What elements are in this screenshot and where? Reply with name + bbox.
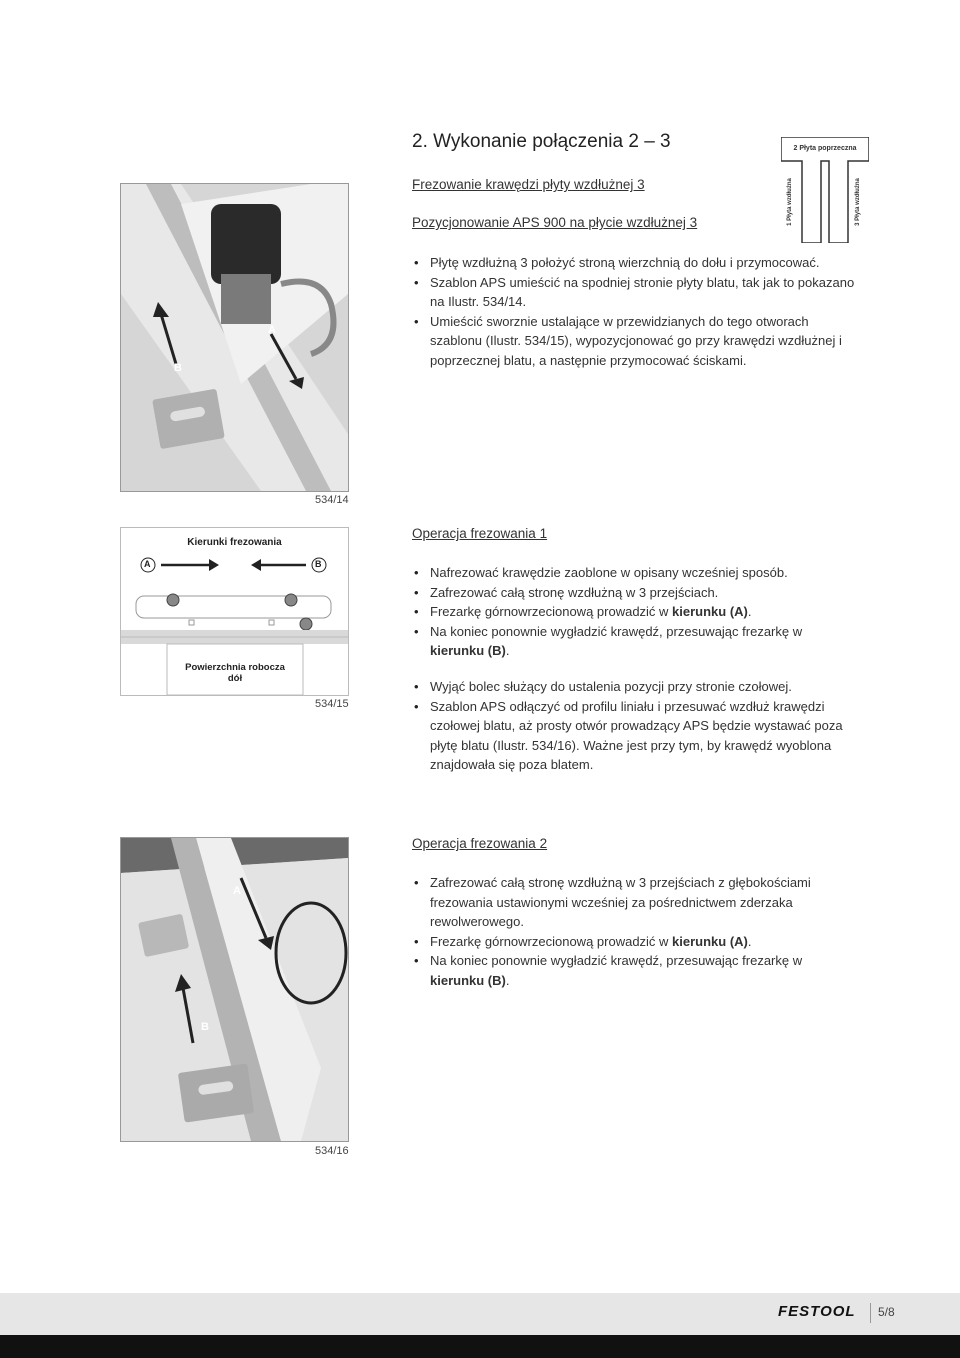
figure-caption: 534/14: [315, 494, 349, 506]
diagram-label-top: 2 Płyta poprzeczna: [793, 145, 857, 152]
list-item: • Zafrezować całą stronę wzdłużną w 3 przejściach z głębokościami frezowania ustawionymi wcześniej za pośrednictwem zderzaka rewolwerowego.: [412, 873, 832, 932]
figure-caption: 534/16: [315, 1145, 349, 1157]
footer-strip: [0, 1335, 960, 1358]
page-number: 5/8: [878, 1305, 895, 1319]
section-heading: Frezowanie krawędzi płyty wzdłużnej 3: [412, 177, 645, 192]
direction-label-b: B: [174, 362, 182, 374]
diagram-label-left: 1 Płyta wzdłużna: [787, 178, 793, 226]
list-item: • Frezarkę górnowrzecionową prowadzić w kierunku (A).: [412, 932, 832, 952]
milling-direction-diagram: [120, 527, 349, 696]
diagram-label-right: 3 Płyta wzdłużna: [855, 178, 861, 226]
list-item: • Nafrezować krawędzie zaoblone w opisany wcześniej sposób.: [412, 563, 862, 583]
direction-label-b: B: [201, 1021, 209, 1033]
list-item: • Na koniec ponownie wygładzić krawędź, przesuwając frezarkę w kierunku (B).: [412, 622, 830, 661]
list-item: • Zafrezować całą stronę wzdłużną w 3 przejściach.: [412, 583, 862, 603]
photo-router-on-template: [120, 183, 349, 492]
list-item: • Szablon APS odłączyć od profilu liniału i przesuwać wzdłuż krawędzi czołowej blatu, aż prosty otwór prowadzący APS będzie wystawać poza płytę blatu (Ilustr. 534/16). Ważne jest przy tym, by krawędź wyoblona znajdowała się poza blatem.: [412, 697, 862, 775]
direction-label-a: A: [233, 885, 241, 897]
page-title: 2. Wykonanie połączenia 2 – 3: [412, 131, 671, 152]
figure-caption: 534/15: [315, 698, 349, 710]
list-item: • Na koniec ponownie wygładzić krawędź, przesuwając frezarkę w kierunku (B).: [412, 951, 830, 990]
photo-template-on-edge: [120, 837, 349, 1142]
operation-heading-1: Operacja frezowania 1: [412, 526, 548, 541]
work-surface-label: Powierzchnia robocza dół: [185, 662, 285, 684]
footer-divider: [870, 1303, 871, 1323]
diagram-label-b: B: [315, 559, 322, 569]
direction-label-a: A: [268, 324, 276, 336]
panel-layout-diagram: [781, 137, 869, 243]
list-item: • Szablon APS umieścić na spodniej stronie płyty blatu, tak jak to pokazano na Ilustr. 534/14.: [412, 273, 862, 312]
instructions-list-2: [412, 563, 862, 775]
operation-heading-2: Operacja frezowania 2: [412, 836, 548, 851]
list-item: • Frezarkę górnowrzecionową prowadzić w kierunku (A).: [412, 602, 862, 622]
diagram-title: Kierunki frezowania: [187, 537, 282, 548]
festool-logo: FESTOOL: [778, 1303, 856, 1320]
list-item: • Płytę wzdłużną 3 położyć stroną wierzchnią do dołu i przymocować.: [412, 253, 862, 273]
section-subheading: Pozycjonowanie APS 900 na płycie wzdłużnej 3: [412, 215, 698, 230]
instructions-list-3: [412, 873, 832, 991]
instructions-list-1: [412, 253, 862, 371]
list-item: • Wyjąć bolec służący do ustalenia pozycji przy stronie czołowej.: [412, 677, 862, 697]
diagram-label-a: A: [144, 559, 151, 569]
list-item: • Umieścić sworznie ustalające w przewidzianych do tego otworach szablonu (Ilustr. 534/15), wypozycjonować go przy krawędzi wzdłużnej i poprzecznej blatu, a następnie przymocować ściskami.: [412, 312, 862, 371]
